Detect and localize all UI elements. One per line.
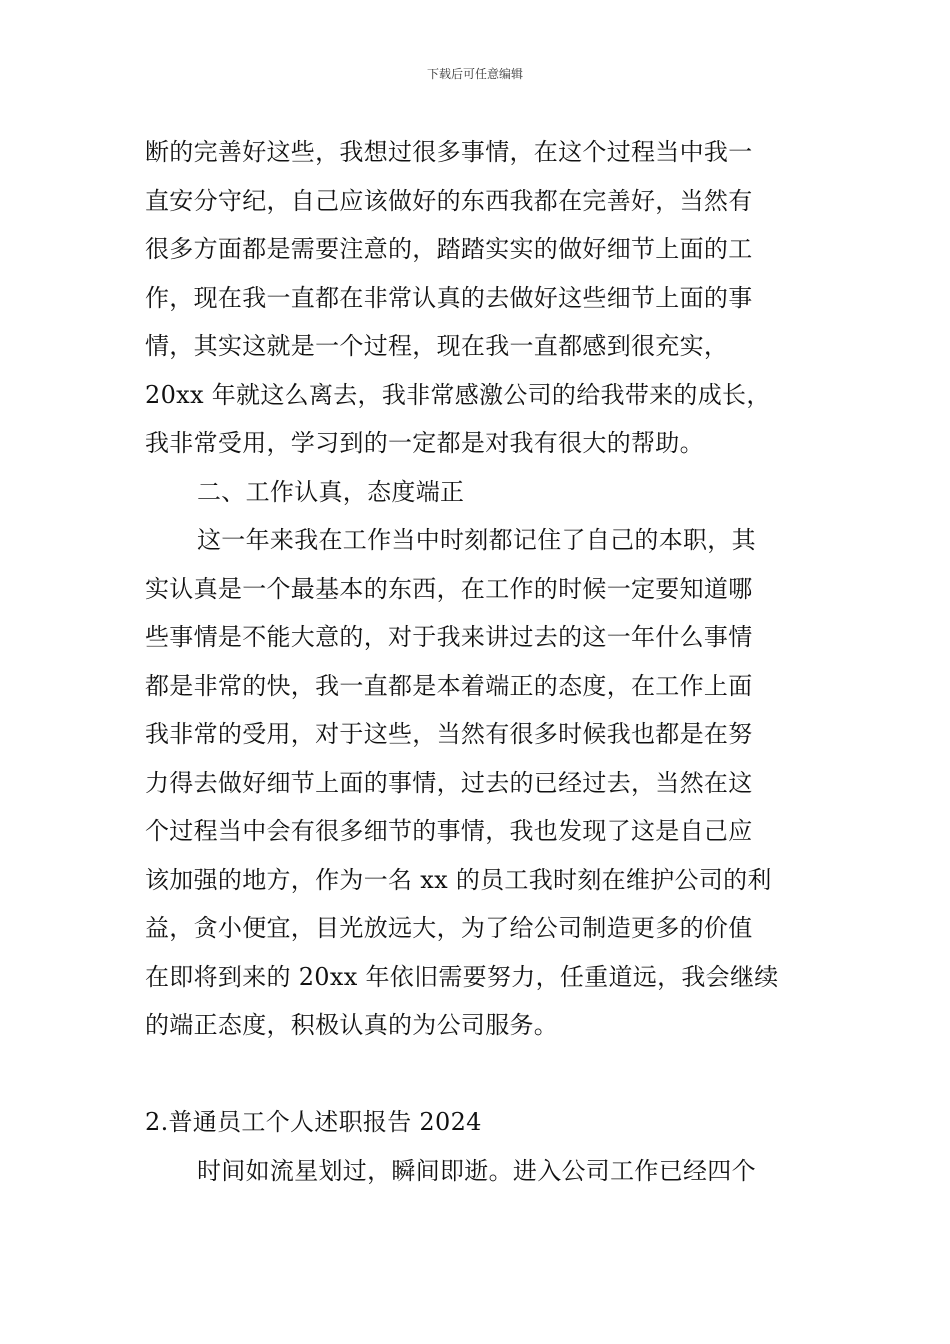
paragraph-line: 我非常的受用，对于这些，当然有很多时候我也都是在努 xyxy=(145,720,753,748)
paragraph-line: 作，现在我一直都在非常认真的去做好这些细节上面的事 xyxy=(145,283,753,312)
paragraph-line: 在即将到来的 20xx 年依旧需要努力，任重道远，我会继续 xyxy=(145,962,779,991)
paragraph-line: 很多方面都是需要注意的，踏踏实实的做好细节上面的工 xyxy=(145,235,753,263)
paragraph-line: 直安分守纪，自己应该做好的东西我都在完善好，当然有 xyxy=(145,186,753,215)
paragraph-line: 情，其实这就是一个过程，现在我一直都感到很充实， xyxy=(145,332,729,360)
paragraph-line: 些事情是不能大意的，对于我来讲过去的这一年什么事情 xyxy=(145,623,753,651)
paragraph-line: 都是非常的快，我一直都是本着端正的态度，在工作上面 xyxy=(145,671,753,700)
blank-line xyxy=(145,1050,825,1099)
header-note: 下载后可任意编辑 xyxy=(426,67,523,81)
report-title: 2.普通员工个人述职报告 2024 xyxy=(145,1108,482,1136)
paragraph-line: 该加强的地方，作为一名 xx 的员工我时刻在维护公司的利 xyxy=(145,865,772,894)
paragraph-line: 20xx 年就这么离去，我非常感激公司的给我带来的成长， xyxy=(145,380,771,409)
paragraph-line: 断的完善好这些，我想过很多事情，在这个过程当中我一 xyxy=(145,138,753,166)
section-heading: 二、工作认真，态度端正 xyxy=(197,477,465,506)
paragraph-line: 我非常受用，学习到的一定都是对我有很大的帮助。 xyxy=(145,429,704,457)
paragraph-line: 的端正态度，积极认真的为公司服务。 xyxy=(145,1011,559,1039)
paragraph-line: 益，贪小便宜，目光放远大，为了给公司制造更多的价值 xyxy=(145,914,753,942)
paragraph-line: 这一年来我在工作当中时刻都记住了自己的本职，其 xyxy=(197,526,756,554)
paragraph-line: 时间如流星划过，瞬间即逝。进入公司工作已经四个 xyxy=(197,1156,756,1185)
paragraph-line: 个过程当中会有很多细节的事情，我也发现了这是自己应 xyxy=(145,817,753,845)
paragraph-line: 力得去做好细节上面的事情，过去的已经过去，当然在这 xyxy=(145,768,753,797)
document-body xyxy=(145,128,825,1195)
paragraph-line: 实认真是一个最基本的东西，在工作的时候一定要知道哪 xyxy=(145,574,753,603)
